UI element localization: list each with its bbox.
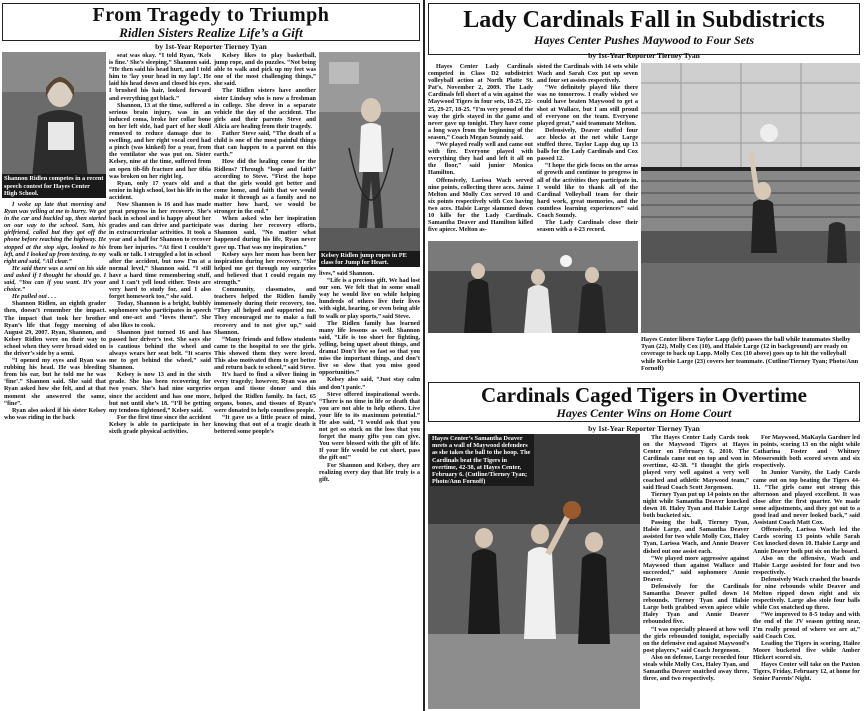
- article2-column-1: [428, 63, 533, 238]
- article1-col3-p5: When asked who her inspiration was during her recovery efforts, Shannon said, “No matter what happened during his life, Ryan never gave up. That was my inspiration.”: [214, 215, 316, 251]
- volleyball-photo-icon: [641, 63, 860, 333]
- article1-col3-p8: “Many friends and fellow students came to the hospital to see the girls. This showed them they were loved. This also motivated them to get better and return back to school,” said Steve.: [214, 335, 316, 372]
- article1-photo-shannon: [2, 52, 106, 198]
- article3-col1-p2: Tierney Tyan put up 14 points on the night while Samantha Deaver knocked down 10. Haley Tyan and Halsie Large both bucketed six.: [643, 490, 749, 520]
- article1-photo1-caption: Shannon Ridlen competes in a recent speech contest for Hayes Center High School.: [2, 174, 106, 198]
- article1-column-4: [319, 270, 420, 708]
- article1-header: [2, 3, 420, 41]
- jump-rope-photo-icon: [319, 52, 420, 252]
- article1-col1-p1: I woke up late that morning and Ryan was yelling at me to hurry. We got in the car and buckled up, then started on our way to the school. Sam, his girlfriend, called but they got off the phone before reaching the highway. He stopped at the stop sign, looked to his left, and I looked up from texting, to my right and said, “All clear.”: [4, 201, 106, 265]
- article3-col2-p1: For Maywood, MaKayla Gardner led in points, scoring 13 on the night while Catharina Foster and Whitney Messersmith both scored seven and six respectively.: [753, 434, 860, 470]
- article2-header: [428, 3, 860, 55]
- article1-col3-p7: Community, classmates, and teachers helped the Ridlen family immensely during their recovery, too. “They all helped and supported me. They encouraged me to make a full recovery and to not give up,” said Shannon.: [214, 286, 316, 336]
- article1-col3-p3: Father Steve said, “The death of a child is one of the most painful things that can happen to a parent on this earth.”: [214, 130, 316, 159]
- article2-col2-p5: The Lady Cardinals close their season with a 4-23 record.: [537, 219, 638, 234]
- article1-col2-p2: Shannon, 13 at the time, suffered a serious brain injury, was in an induced coma, broke her collar bone on her left side, had part of her skull removed to reduce damage due to swelling, and her right vocal cord had a pinch (was kinked) for a year, from the ventilator she was put on. Sister Kelsey, nine at the time, suffered from an open tib-fib fracture and her tibia was broken on her right leg.: [109, 101, 211, 180]
- article3-col2-p2: In Junior Varsity, the Lady Cards came out on top beating the Tigers 44-11. “The girls came out strong this afternoon and played excellent. It was close after the first quarter. We made some adjustments, and they got out to a good lead and never looked back,” said Assistant Coach Matt Cox.: [753, 469, 860, 527]
- article1-subtitle: Ridlen Sisters Realize Life’s a Gift: [119, 25, 303, 40]
- article3-column-2: [753, 434, 860, 709]
- article3-col1-p6: “I was especially pleased at how well the girls rebounded tonight, especially on the defensive end against Maywood’s post players,” said Coach Jorgenson.: [643, 625, 749, 654]
- article1-col2-p3: Ryan, only 17 years old and a senior in high school, lost his life in the accident.: [109, 179, 211, 201]
- article1-col3-p1: Kelsey likes to play basketball, jump rope, and do puzzles. “Not being able to walk and pick up my feet was one of the most challenging things,” she said.: [214, 52, 316, 88]
- article1-col1-p5: “I opened my eyes and Ryan was rubbing his head. He was bleeding from his ear, but he told me he was ‘fine’.” Shannon said. She said that Ryan asked how she felt, and at that moment she answered the same, “fine”.: [4, 357, 106, 407]
- article3-photo-caption: Hayes Center’s Samantha Deaver meets a wall of Maywood defenders as she takes the ball to the hoop. The Cardinals beat the Tigers in overtime, 42-38, at Hayes Center, February 6. (Cutline/Tierney Tyan; Photo/Ann Fornoff): [430, 434, 534, 486]
- article2-col2-p3: Defensively, Deaver stuffed four ace blocks at the net while Large stuffed three. Taylor Lapp dug up 13 balls for the Lady Cardinals and Cox passed 12.: [537, 126, 638, 163]
- article1-col4-p2: “Life is a precious gift. We had lost our son. We felt that in some small way he would live on while helping hundreds of others live their lives with sight, hearing, or even being able to walk or play sports,” said Steve.: [319, 277, 420, 320]
- article3-col2-p8: Hayes Center will take on the Paxton Tigers, Friday, February 12, at home for Senior Parents’ Night.: [753, 661, 860, 683]
- article3-byline: by 1st-Year Reporter Tierney Tyan: [588, 424, 700, 433]
- article2-col1-p1: Hayes Center Lady Cardinals competed in Class D2 subdistrict volleyball action at North Platte St. Pat’s, November 2, 2009. The Lady Cardinals fell short of a win against the Maywood Tigers in four sets, 18-25, 22-25, 29-27, 18-25. “I’m very proud of the way the girls stayed in the game and never gave up tonight. They have come a long ways from the beginning of the season,” Coach Megan Soundy said.: [428, 63, 533, 141]
- article3-col2-p7: Leading the Tigers in scoring, Hailee Moore bucketed five while Amber Hickert scored six.: [753, 639, 860, 661]
- article1-col2-p6: Shannon just turned 16 and has passed her driver’s test. She says she is cautious behind the wheel and always wears her seat belt. “It scares me to get behind the wheel,” said Shannon.: [109, 328, 211, 372]
- article1-col2-p1: seat was okay. “I told Ryan, ‘Kels is fine.’ She’s sleeping,” Shannon said. “He then said his head hurt, and I told him to ‘lay your head in my lap’. He laid his head down and closed his eyes. I brushed his hair, looked forward and everything got black.”: [109, 52, 211, 102]
- article3-title: Cardinals Caged Tigers in Overtime: [481, 383, 807, 407]
- article2-col2-p2: “We definitely played like there was no tomorrow. I really wished we could have beaten Maywood to get a shot at Wallace, but I am still proud of everyone on the team. Everyone played great,” said teammate Melton.: [537, 84, 638, 127]
- person-photo-icon: [2, 52, 106, 178]
- article2-subtitle: Hayes Center Pushes Maywood to Four Sets: [533, 33, 755, 47]
- article1-col1-p3: He pulled out . . .: [12, 293, 57, 301]
- article1-col3-p9: It’s hard to find a silver lining in every tragedy; however, Ryan was an organ and tissue donor and this helped the Ridlen family. In fact, 65 organs, bones, and tissues of Ryan’s were donated to help countless people.: [214, 371, 316, 414]
- article2-photo-volleyball-pass: [428, 241, 638, 333]
- article2-photo-volleyball-hit: [641, 63, 860, 333]
- article1-col2-p5: Today, Shannon is a bright, bubbly sophomore who participates in speech and one-act and “loves them”. She also likes to cook.: [109, 300, 211, 329]
- article1-col4-p1: lives,” said Shannon.: [319, 270, 375, 277]
- article1-col2-p8: For the first time since the accident Kelsey is able to participate in her sixth grade physical activities.: [109, 413, 211, 435]
- article3-col1-p1: The Hayes Center Lady Cards took on the Maywood Tigers at Hayes Center on February 6, 2010. The Cardinals came out on top and won in overtime, 42-38. “I thought the girls played very well against a very well coached and athletic Maywood team,” said Head Coach Scott Jorgenson.: [643, 434, 749, 491]
- article3-col2-p3: Offensively, Larissa Wach led the Cards scoring 13 points while Sarah Cox knocked down 10. Halsie Large and Annie Deaver both put six on the board.: [753, 526, 860, 555]
- article2-col1-p2: “We played really well and came out with fire. Everyone played with everything they had and left it all on the floor,” said junior Monica Hamilton.: [428, 141, 533, 177]
- article1-column-2: [109, 52, 211, 708]
- article1-col1-p2: He said there was a semi on his side and asked if I thought he should go. I said, “You can if you want. It’s your choice.”: [4, 264, 106, 294]
- article1-col1-p4: Shannon Ridlen, an eighth grader then, doesn’t remember the impact. The impact that took her brother Ryan’s life that foggy morning of August 29, 2007. Ryan, Shannon, and Kelsey Ridlen were on their way to school when they were broad sided on the driver’s side by a semi.: [4, 300, 106, 357]
- article2-byline: by 1st-Year Reporter Tierney Tyan: [588, 51, 700, 60]
- article3-col1-p5: Defensively for the Cardinals Samantha Deaver pulled down 14 rebounds. Tierney Tyan and Halsie Large both grabbed seven apiece while Haley Tyan and Annie Deaver rebounded five.: [643, 582, 749, 626]
- article3-col1-p3: Passing the ball, Tierney Tyan, Halsie Large, and Samantha Deaver assisted for two while Molly Cox, Haley Tyan, Larissa Wach, and Annie Deaver dished out one assist each.: [643, 519, 749, 555]
- article1-col3-p4: How did the healing come for the Ridlens? Through “hope and faith” according to Steve. “First the hope that the girls would get better and come home, and faith that we would make it through as a family and no matter how hard, we would be stronger in the end.”: [214, 158, 316, 216]
- article3-column-1: [643, 434, 749, 709]
- article1-col2-p7: Kelsey is now 13 and in the sixth grade. She has been recovering for two years. She’s had nine surgeries since the accident and has one more, but not until she’s 18. “I’ll be getting my tendons tightened,” Kelsey said.: [109, 371, 211, 414]
- article2-col2-p1: sisted the Cardinals with 14 sets while Wach and Sarah Cox put up seven and four set assists respectively.: [537, 63, 638, 85]
- article1-col4-p3: The Ridlen family has learned many life lessons as well. Shannon said, “Life is too short for fighting, yelling, being upset about things, and drama! Don’t live so fast so that you miss the important things, and don’t live so slow that you miss good opportunities.”: [319, 319, 420, 377]
- article1-title: From Tragedy to Triumph: [92, 4, 330, 26]
- article3-col2-p5: Defensively Wach crashed the boards for nine rebounds while Deaver and Melton ripped down eight and six respectively. Large also stole four balls while Cox snatched up three.: [753, 575, 860, 612]
- article1-column-3: [214, 52, 316, 708]
- article2-col2-p4: “I hope the girls focus on the areas of growth and continue to progress in all of the activities they participate in. I would like to thank all of the Cardinal Volleyball team for their hard work, great memories, and the countless learning experiences” said Coach Soundy.: [537, 162, 638, 219]
- article3-photo-basketball: [428, 434, 640, 709]
- article2-photo-caption: Hayes Center libero Taylor Lapp (left) passes the ball while teammates Shelby Tyan (22), Molly Cox (10), and Halsie Large (12 in background) are ready on coverage to back up Lapp. Molly Cox (10 above) goes up to hit the volleyball while Kerbie Large (23) covers her teammate. (Cutline/Tierney Tyan; Photo/Ann Fornoff): [641, 336, 859, 372]
- article2-col1-p3: Offensively, Larissa Wach served nine points, collecting three aces. Jaime Melton and Molly Cox served 10 and six points respectively with Cox having two aces. Halsie Large slammed down 10 kills for the Lady Cardinals. Samantha Deaver and Hamilton killed five apiece. Melton as-: [428, 176, 533, 234]
- article1-col4-p4: Kelsey also said, “Just stay calm and don’t panic.”: [319, 376, 420, 391]
- article1-col2-p4: Now Shannon is 16 and has made great progress in her recovery. She’s back in school and is happy about her grades and can drive and participate in extracurricular activities. It took a year and a half for Shannon to recover from her injuries. “At first I couldn’t walk or talk. I struggled a lot in school after the accident, but now I’m at a normal level,” Shannon said. “I still have a hard time remembering stuff, and I can’t yell loud either. Tests are very hard to study for, and I also forget homework too,” she said.: [109, 200, 211, 301]
- article1-col4-p6: For Shannon and Kelsey, they are realizing every day that life truly is a gift.: [319, 461, 420, 483]
- article1-col3-p10: “It gave us a little peace of mind, knowing that out of a tragic death it bettered some people’s: [214, 413, 316, 435]
- volleyball-pass-photo-icon: [428, 241, 638, 333]
- article2-column-2: [537, 63, 638, 238]
- article1-col4-p5: Steve offered inspirational words. “There is no time in life or death that you are not able to help others. Live your life to its maximum potential.” He also said, “I would ask that you not get so stuck on the loss that you forget the many gifts you can give. You were blessed with the gift of life. If your life would be cut short, pass the gift on!”: [319, 390, 420, 462]
- article1-photo2-caption: Kelsey Ridlen jump ropes in PE class for Jump for Heart.: [319, 251, 420, 267]
- article2-title: Lady Cardinals Fall in Subdistricts: [463, 7, 825, 33]
- article1-photo-kelsey: [319, 52, 420, 267]
- article3-col2-p6: “We improved to 8-5 today and with the end of the JV season getting near, I’m really proud of where we are at,” said Coach Cox.: [753, 611, 860, 640]
- article1-col3-p6: Kelsey says her mom has been her inspiration during her recovery. “She helped me get through my surgeries and believed that I could regain my strength.”: [214, 250, 316, 286]
- article1-col1-p6: Ryan also asked if his sister Kelsey who was riding in the back: [4, 406, 106, 421]
- article3-col1-p4: “We played more aggressive against Maywood than against Wallace and succeeded,” said sophomore Annie Deaver.: [643, 554, 749, 583]
- article3-subtitle: Hayes Center Wins on Home Court: [556, 406, 732, 420]
- article1-byline: by 1st-Year Reporter Tierney Tyan: [155, 42, 267, 51]
- article3-col1-p7: Also on defense, Large recorded four steals while Molly Cox, Haley Tyan, and Samantha Deaver snatched away three, three, and two respectively.: [643, 653, 749, 683]
- article1-column-1: [4, 201, 106, 708]
- article3-col2-p4: Also on the offensive, Wach and Halsie Large assisted for four and two respectively.: [753, 554, 860, 576]
- article1-col3-p2: The Ridlen sisters have another sister Lindsay who is now a freshman in college. She drove in a separate vehicle the day of the accident. The girls and their parents Steve and Alicia are healing from their tragedy.: [214, 87, 316, 130]
- page-divider-vertical: [423, 0, 425, 711]
- article3-header: [428, 382, 860, 422]
